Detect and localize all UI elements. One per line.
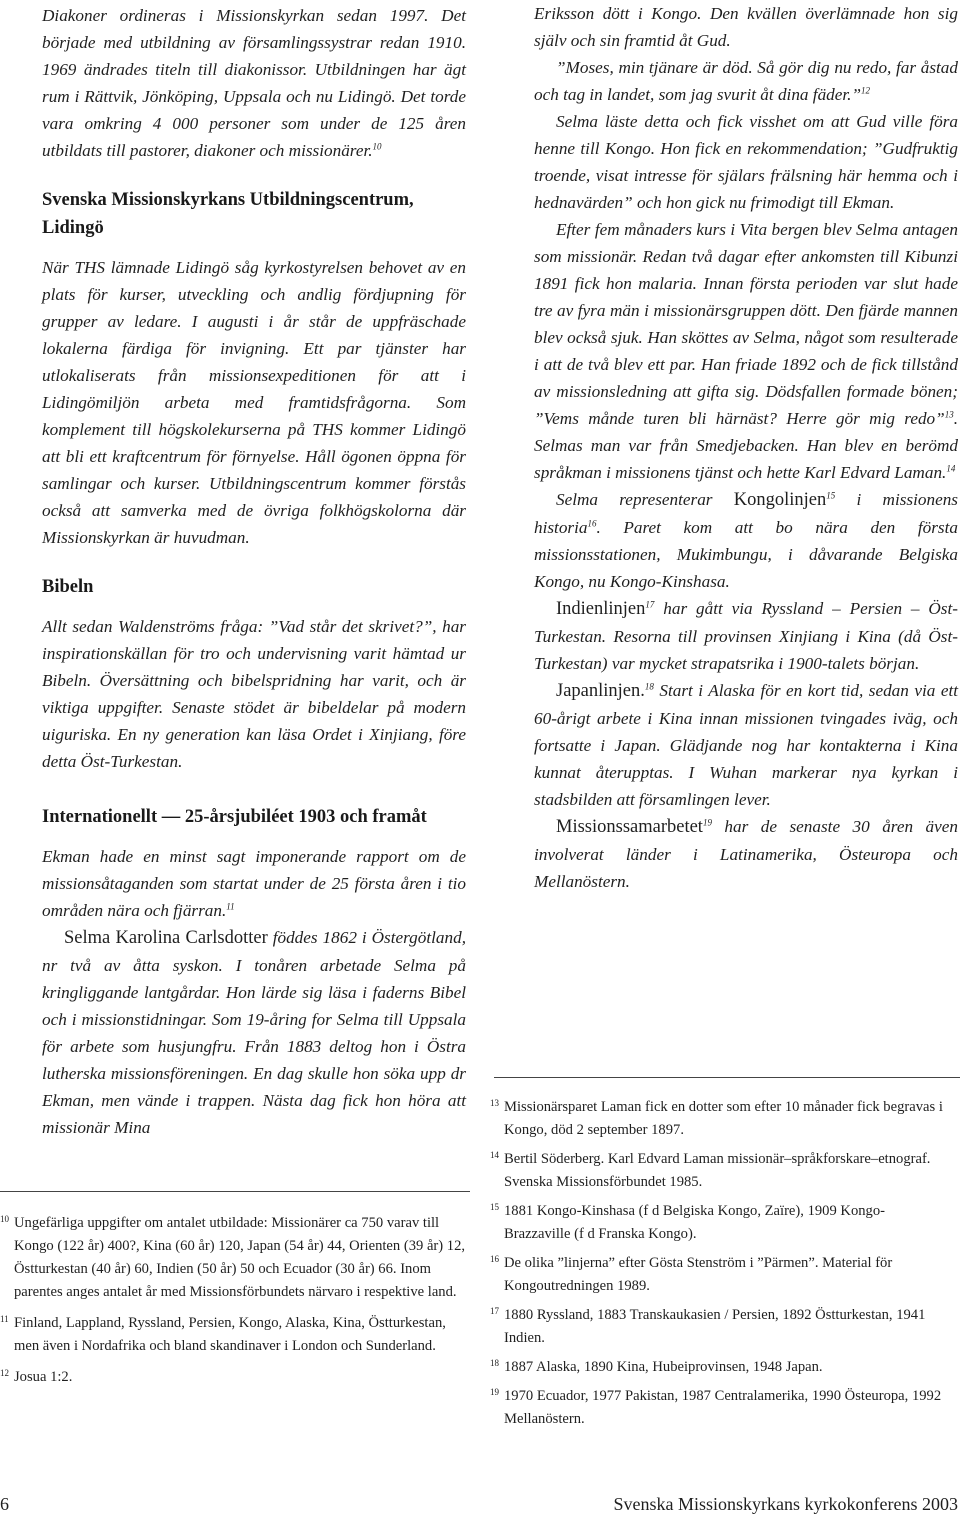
footnote-ref: 12 — [861, 85, 871, 96]
footnote-number: 12 — [0, 1368, 9, 1378]
footnote-number: 11 — [0, 1314, 9, 1324]
paragraph-selma: Selma Karolina Carlsdotter föddes 1862 i Östergötland, nr två av åtta syskon. I tonåren arbetade Selma på kringliggande lantgårdar. Hon lärde sig läsa i faderns Bibel och i missionstidningar. Som 19-åring for Selma till Uppsala för arbete som husjungfru. Från 1883 deltog hon i Östra lutherska missionsföreningen. En dag skulle hon söka upp dr Ekman, men vände i trappen. Nästa dag fick hon höra att missionär Mina — [42, 928, 466, 1137]
footnote-divider — [494, 1077, 960, 1078]
name-selma: Selma Karolina Carlsdotter — [64, 928, 268, 948]
footnote-number: 14 — [490, 1150, 499, 1160]
section-heading-lidingo: Svenska Missionskyrkans Utbildningscentrum, Lidingö — [42, 190, 414, 238]
footnote — [490, 1200, 944, 1246]
footnote-number: 19 — [490, 1387, 499, 1397]
footnote — [0, 1366, 474, 1389]
footnote-ref: 16 — [587, 518, 597, 529]
footnote — [490, 1252, 944, 1298]
page-number: 6 — [0, 1494, 9, 1514]
footnote-number: 15 — [490, 1202, 499, 1212]
footnote-text: 1880 Ryssland, 1883 Transkaukasien / Persien, 1892 Östturkestan, 1941 Indien. — [504, 1307, 926, 1346]
footnote-ref: 11 — [226, 901, 235, 912]
footnote-ref: 19 — [702, 817, 712, 828]
footnote-text: 1970 Ecuador, 1977 Pakistan, 1987 Centralamerika, 1990 Östeuropa, 1992 Mellanöstern. — [504, 1388, 942, 1427]
footnote-number: 16 — [490, 1254, 499, 1264]
footnote — [490, 1385, 944, 1431]
paragraph-lidingo: När THS lämnade Lidingö såg kyrkostyrelsen behovet av en plats för kurser, utveckling och andlig fördjupning för grupper av ledare. I augusti i år står de uppfräschade lokalerna färdiga för invigning. Ett par tjänster har utlokaliserats från missionsexpeditionen för att i Lidingömiljön arbeta med framtidsfrågorna. Som komplement till högskolekurserna på THS kommer Lidingö att bli ett kraftcentrum för förnyelse. Håll ögonen öppna för samlingar och kurser. Utbildningscentrum kommer förstås också att samverka med de övriga folkhögskolorna där Missionskyrkan är huvudman. — [42, 258, 466, 547]
footnote-ref: 15 — [826, 490, 836, 501]
right-column — [534, 0, 958, 895]
footnote-text: Bertil Söderberg. Karl Edvard Laman missionär–språkforskare–etnograf. Svenska Missionsförbundet 1985. — [504, 1151, 931, 1190]
footnote-number: 10 — [0, 1214, 9, 1224]
paragraph-missionssamarbetet: Missionssamarbetet$^{19}$ har de senaste 30 åren även involverat länder i Latinamerika, Östeuropa och Mellanöstern. — [534, 817, 958, 891]
name-kongolinjen: Kongolinjen — [733, 490, 827, 510]
section-heading-internationellt: Internationellt — 25-årsjubiléet 1903 och framåt — [42, 807, 427, 827]
paragraph-kongo-call: Selma läste detta och fick visshet om att Gud ville föra henne till Kongo. Hon fick en rekommendation; ”Gudfruktig troende, visat intresse för själars frälsning här hemma och i hednavärden” och hon gick nu frimodigt till Ekman. — [534, 112, 958, 212]
paragraph-indienlinjen: Indienlinjen$^{17}$ har gått via Ryssland – Persien – Öst-Turkestan. Resorna till provinsen Xinjiang i Kina (då Öst-Turkestan) var mycket strapatsrika i 1900-talets början. — [534, 599, 958, 673]
section-heading-bibeln: Bibeln — [42, 577, 94, 597]
footnote — [490, 1356, 944, 1379]
footnote-divider — [0, 1191, 470, 1192]
publication-title: Svenska Missionskyrkans kyrkokonferens 2003 — [613, 1494, 958, 1514]
footnote — [490, 1148, 944, 1194]
footnote-ref: 10 — [372, 141, 382, 152]
footnotes-right — [490, 1096, 944, 1437]
footnote — [490, 1096, 944, 1142]
footnote-text: De olika ”linjerna” efter Gösta Stenström i ”Pärmen”. Material för Kongoutredningen 1989. — [504, 1255, 893, 1294]
footnotes-left — [0, 1212, 474, 1397]
name-japanlinjen: Japanlinjen. — [556, 681, 645, 701]
footnote-text: 1881 Kongo-Kinshasa (f d Belgiska Kongo, Zaïre), 1909 Kongo-Brazzaville (f d Franska Kongo). — [504, 1203, 885, 1242]
paragraph-missionar: Efter fem månaders kurs i Vita bergen blev Selma antagen som missionär. Redan två dagar efter ankomsten till Kibunzi 1891 fick hon malaria. Innan första perioden var slut hade tre av fyra män i missionärsgruppen dött. Den fjärde mannen blev också sjuk. Han sköttes av Selma, något som resulterade i att de två blev ett par. Han friade 1892 och de fick tillstånd av missionsledning att gifta sig. Dödsfallen formade bönen; ”Vems månde turen bli härnäst? Herre gör mig redo”$^{13}$. Selmas man var från Smedjebacken. Han blev en berömd språkman i missionens tjänst och hette Karl Edvard Laman.$^{14}$ — [534, 220, 958, 482]
footnote-number: 13 — [490, 1098, 499, 1108]
footnote-text: Missionärsparet Laman fick en dotter som efter 10 månader fick begravas i Kongo, död 2 september 1897. — [504, 1099, 943, 1138]
footnote-ref: 18 — [644, 681, 654, 692]
paragraph-kongolinjen: Selma representerar Kongolinjen$^{15}$ i missionens historia$^{16}$. Paret kom att bo nära den första missionsstationen, Mukimbungu, i dåvarande Belgiska Kongo, nu Kongo-Kinshasa. — [534, 490, 958, 591]
paragraph-japanlinjen: Japanlinjen.$^{18}$ Start i Alaska för en kort tid, sedan via ett 60-årigt arbete i Kina innan missionen tvingades iväg, och fortsatte i Japan. Glädjande nog har kontakterna i Kina kunnat återupptas. I Wuhan markerar nya kyrkan i stadsbilden att församlingen lever. — [534, 681, 958, 809]
footnote-ref: 13 — [944, 409, 954, 420]
left-column — [42, 0, 466, 1141]
name-indienlinjen: Indienlinjen — [556, 599, 646, 619]
footnote-number: 18 — [490, 1358, 499, 1368]
paragraph-ekman: Ekman hade en minst sagt imponerande rapport om de missionsåtaganden som startat under de 25 första åren i tio områden nära och fjärran.$^{11}$ — [42, 847, 466, 920]
footnote-ref: 14 — [946, 463, 956, 474]
paragraph-eriksson: Eriksson dött i Kongo. Den kvällen överlämnade hon sig själv och sin framtid åt Gud. — [534, 4, 958, 50]
footnote-text: Ungefärliga uppgifter om antalet utbildade: Missionärer ca 750 varav till Kongo (122 år) 400?, Kina (60 år) 120, Japan (54 år) 44, Orienten (39 år) 12, Östturkestan (40 år) 60, Indien (50 år) 50 och Ecuador (30 år) 66. Inom parentes anges antalet år med Missionsförbundets närvaro i respektive land. — [14, 1215, 466, 1300]
footnote — [490, 1304, 944, 1350]
footnote-text: Finland, Lappland, Ryssland, Persien, Kongo, Alaska, Kina, Östturkestan, men även i Nordafrika och bland skandinaver i London och Sunderland. — [14, 1315, 446, 1354]
footnote — [0, 1312, 474, 1358]
footnote-ref: 17 — [645, 599, 655, 610]
paragraph-bibeln: Allt sedan Waldenströms fråga: ”Vad står det skrivet?”, har inspirationskällan för tro och undervisning varit hämtad ur Bibeln. Översättning och bibelspridning har varit, och är viktiga uppgifter. Senaste stödet är bibeldelar på modern uiguriska. En ny generation kan läsa Ordet i Xinjiang, före detta Öst-Turkestan. — [42, 617, 466, 771]
footnote-text: 1887 Alaska, 1890 Kina, Hubeiprovinsen, 1948 Japan. — [504, 1359, 823, 1375]
paragraph-moses: ”Moses, min tjänare är död. Så gör dig nu redo, far åstad och tag in landet, som jag svurit åt dina fäder.”$^{12}$ — [534, 58, 958, 104]
footnote — [0, 1212, 474, 1304]
name-missionssamarbetet: Missionssamarbetet — [556, 817, 703, 837]
paragraph-diakoner: Diakoner ordineras i Missionskyrkan sedan 1997. Det började med utbildning av församlingssystrar redan 1910. 1969 ändrades titeln till diakonissor. Utbildningen har ägt rum i Rättvik, Jönköping, Uppsala och nu Lidingö. Det torde vara omkring 4 000 personer som under de 125 åren utbildats till pastorer, diakoner och missionärer.$^{10}$ — [42, 6, 466, 160]
footnote-text: Josua 1:2. — [14, 1369, 73, 1385]
footnote-number: 17 — [490, 1306, 499, 1316]
